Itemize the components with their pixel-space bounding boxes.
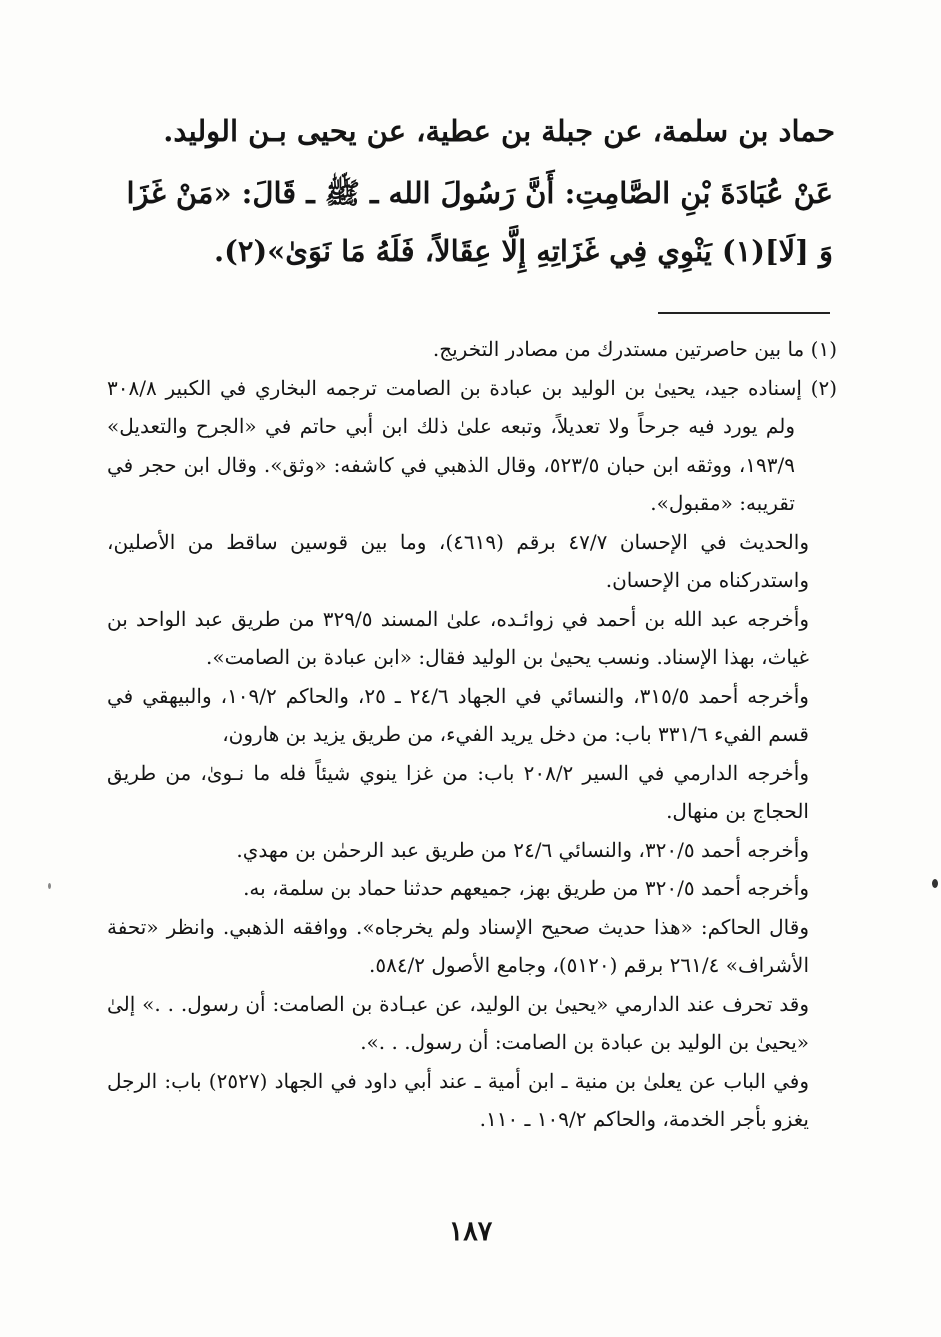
footnote-paragraph: وأخرجه عبد الله بن أحمد في زوائـده، علىٰ المسند ٣٢٩/٥ من طريق عبد الواحد بن غياث، بهذا الإسناد. ونسب يحيىٰ بن الوليد فقال: «ابن عبادة بن الصامت». (107, 606, 810, 669)
footnote-paragraph: وفي الباب عن يعلىٰ بن منية ـ ابن أمية ـ عند أبي داود في الجهاد (٢٥٢٧) باب: الرجل يغزو بأجر الخدمة، والحاكم ١٠٩/٢ ـ ١١٠. (107, 1068, 809, 1131)
footnote-paragraph: وقال الحاكم: «هذا حديث صحيح الإسناد ولم يخرجاه». ووافقه الذهبي. وانظر «تحفة الأشراف» ٢٦١/٤ برقم (٥١٢٠)، وجامع الأصول ٥٨٤/٢. (107, 914, 809, 977)
hadith-text-line-1: عَنْ عُبَادَةَ بْنِ الصَّامِتِ: أَنَّ رَسُولَ الله ـ ﷺ ـ قَالَ: «مَنْ غَزَا (126, 176, 833, 210)
footnote-paragraph: والحديث في الإحسان ٤٧/٧ برقم (٤٦١٩)، وما بين قوسين ساقط من الأصلين، واستدركناه من الإحسان. (107, 529, 809, 592)
scan-speck (48, 883, 51, 889)
footnotes (107, 330, 837, 1139)
scan-speck (932, 879, 938, 888)
footnote-paragraph: وأخرجه أحمد ٣٢٠/٥، والنسائي ٢٤/٦ من طريق عبد الرحمٰن بن مهدي. (236, 837, 809, 862)
hadith-text-line-2: وَ [لَا](١) يَنْوِي فِي غَزَاتِهِ إِلَّا عِقَالاً، فَلَهُ مَا نَوَىٰ»(٢). (214, 234, 833, 268)
footnote-separator (658, 312, 830, 314)
footnote-paragraph: وأخرجه الدارمي في السير ٢٠٨/٢ باب: من غزا ينوي شيئاً فله ما نـوىٰ، من طريق الحجاج بن منهال. (107, 760, 810, 823)
footnote-paragraph: وقد تحرف عند الدارمي «يحيىٰ بن الوليد، عن عبـادة بن الصامت: أن رسول. . .» إلىٰ «يحيىٰ بن الوليد بن عبادة بن الصامت: أن رسول. . .». (107, 991, 809, 1054)
footnote-paragraph: وأخرجه أحمد ٣١٥/٥، والنسائي في الجهاد ٢٤/٦ ـ ٢٥، والحاكم ١٠٩/٢، والبيهقي في قسم الفيء ٣٣١/٦ باب: من دخل يريد الفيء، من طريق يزيد بن هارون، (107, 683, 809, 746)
isnad-line: حماد بن سلمة، عن جبلة بن عطية، عن يحيى بـن الوليد. (163, 114, 835, 148)
footnote-paragraph: وأخرجه أحمد ٣٢٠/٥ من طريق بهز، جميعهم حدثنا حماد بن سلمة، به. (243, 876, 809, 900)
footnote-2: (٢) إسناده جيد، يحيىٰ بن الوليد بن عبادة بن الصامت ترجمه البخاري في الكبير ٣٠٨/٨ ولم يورد فيه جرحاً ولا تعديلاً، وتبعه علىٰ ذلك ابن أبي حاتم في «الجرح والتعديل» ١٩٣/٩، ووثقه ابن حبان ٥٢٣/٥، وقال الذهبي في كاشفه: «وثق». وقال ابن حجر في تقريبه: «مقبول». (107, 375, 837, 515)
page-number: ١٨٧ (448, 1216, 493, 1247)
footnote-1: (١) ما بين حاصرتين مستدرك من مصادر التخريج. (432, 337, 837, 361)
